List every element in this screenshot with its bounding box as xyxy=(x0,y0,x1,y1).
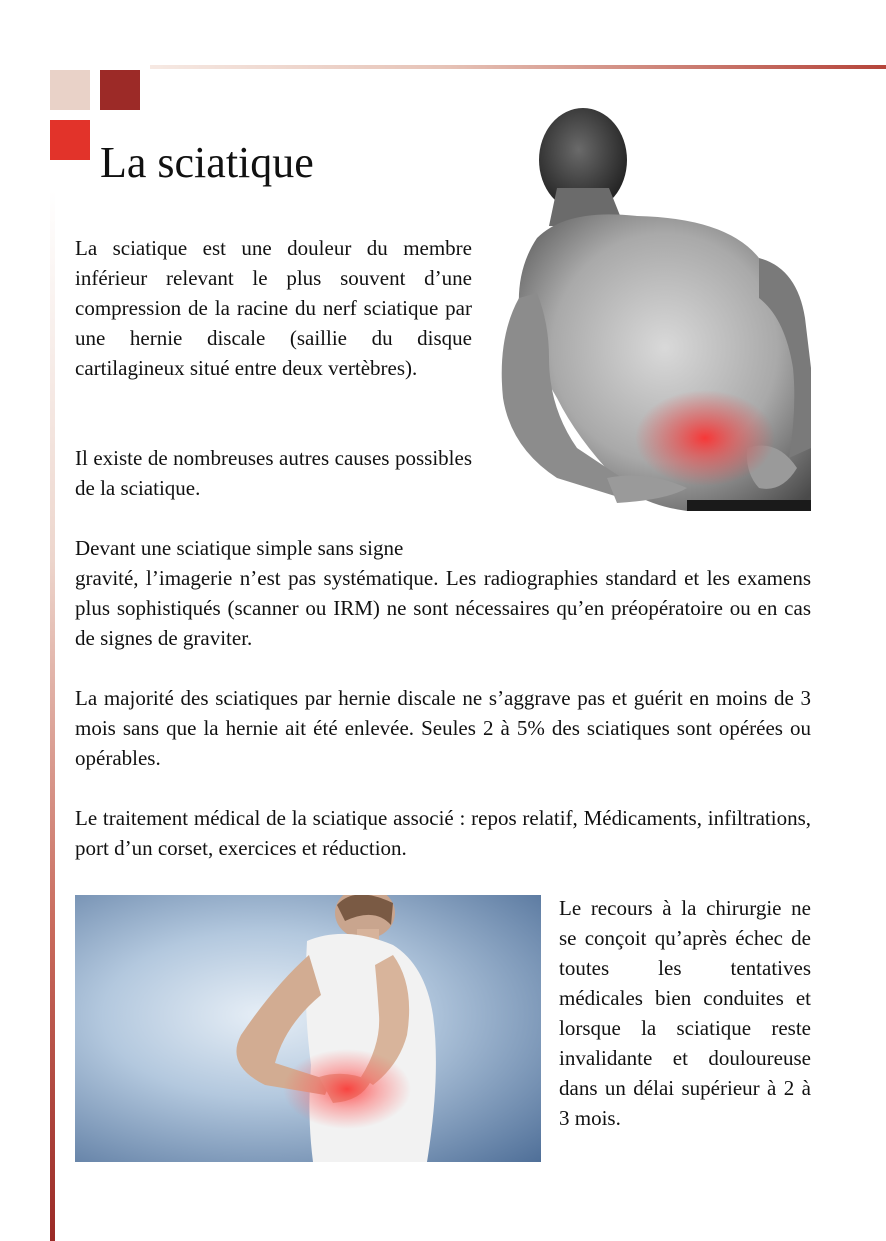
paragraph-imaging-line1: Devant une sciatique simple sans signe xyxy=(75,536,404,560)
back-pain-man-photo xyxy=(497,108,811,511)
back-pain-woman-photo xyxy=(75,895,541,1162)
page-title: La sciatique xyxy=(100,138,314,187)
decorative-square-light xyxy=(50,70,90,110)
paragraph-surgery: Le recours à la chirurgie ne se conçoit qu’après échec de toutes les tentatives médicales bien conduites et lorsque la sciatique reste invalidante et douloureuse dans un délai supérieur à 2 à 3 mois. xyxy=(559,896,811,1130)
decorative-square-red xyxy=(50,120,90,160)
back-pain-woman-illustration xyxy=(75,895,541,1162)
decorative-square-dark xyxy=(100,70,140,110)
paragraph-other-causes: Il existe de nombreuses autres causes possibles de la sciatique. xyxy=(75,446,472,500)
left-divider-line xyxy=(50,190,55,1241)
paragraph-prognosis: La majorité des sciatiques par hernie discale ne s’aggrave pas et guérit en moins de 3 mois sans que la hernie ait été enlevée. Seules 2 à 5% des sciatiques sont opérées ou opérables. xyxy=(75,686,811,770)
back-pain-man-illustration xyxy=(497,108,811,511)
top-divider-line xyxy=(150,65,886,69)
paragraph-imaging: gravité, l’imagerie n’est pas systématique. Les radiographies standard et les examens plus sophistiqués (scanner ou IRM) ne sont nécessaires qu’en préopératoire ou en cas de signes de graviter. xyxy=(75,566,811,650)
paragraph-definition: La sciatique est une douleur du membre inférieur relevant le plus souvent d’une compression de la racine du nerf sciatique par une hernie discale (saillie du disque cartilagineux situé entre deux vertèbres). xyxy=(75,236,472,380)
paragraph-treatment: Le traitement médical de la sciatique associé : repos relatif, Médicaments, infiltrations, port d’un corset, exercices et réduction. xyxy=(75,806,811,860)
